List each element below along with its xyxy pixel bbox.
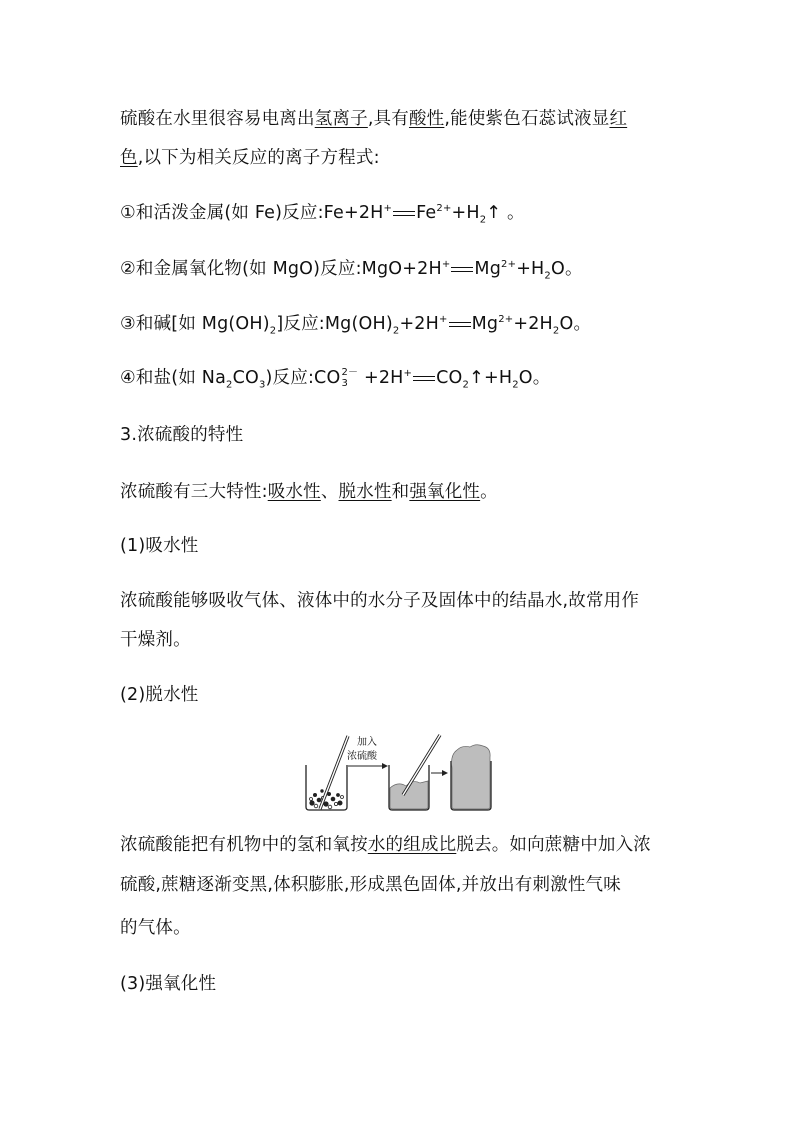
equals-sign [393,211,415,216]
equation-3: ③和碱[如 $Mg(OH)_2$]反应$:Mg(OH)_2+2H^+$ $Mg^{2+}+2H_2O$。 [120,314,592,337]
underlined-term: 氢离子 [314,109,368,129]
paragraph-line: 硫酸,蔗糖逐渐变黑,体积膨胀,形成黑色固体,并放出有刺激性气味 [120,875,621,895]
underlined-term: 色 [120,148,138,168]
text: 硫酸在水里很容易电离出 [120,109,315,129]
equals-sign [413,376,435,381]
equation-2: ②和金属氧化物(如 MgO)反应:MgO+2H+ $Mg^{2+}+H_2O$。 [120,259,583,282]
subsection-heading: (1)吸水性 [120,536,199,556]
paragraph-line: 的气体。 [120,918,191,938]
paragraph-line [120,107,627,131]
sugar-dehydration-figure [300,733,500,811]
subsection-heading: (2)脱水性 [120,685,199,705]
paragraph-line: 浓硫酸有三大特性:吸水性、脱水性和强氧化性。 [120,482,498,502]
paragraph-line: 干燥剂。 [120,630,191,650]
equation-1: ①和活泼金属(如 Fe)反应:Fe+2H+ $Fe^{2+}+H_2↑$ 。 [120,203,525,226]
text: ,以下为相关反应的离子方程式: [137,148,380,168]
figure-label: 浓硫酸 [347,751,377,762]
equals-sign [451,267,473,272]
text: ,具有 [367,109,409,129]
equals-sign [449,322,471,327]
underlined-term: 酸性 [408,109,445,129]
section-heading: 3.浓硫酸的特性 [120,425,244,445]
underlined-term: 红 [609,109,628,129]
underlined-term: 吸水性 [267,482,321,502]
underlined-term: 强氧化性 [409,482,481,502]
text: ,能使紫色石蕊试液显 [444,109,610,129]
paragraph-line: 浓硫酸能够吸收气体、液体中的水分子及固体中的结晶水,故常用作 [120,591,640,611]
experiment-diagram [300,733,500,811]
underlined-term: 水的组成比 [367,835,457,855]
paragraph-line [120,146,380,170]
figure-label: 加入 [357,737,377,748]
equation-4: ④和盐(如 $Na_2CO_3$)反应:CO 2－ 3 +2H+ $CO_2↑+H_2O$。 [120,367,551,391]
subsection-heading: (3)强氧化性 [120,974,217,994]
ion-charge: 2－ 3 [341,367,359,389]
underlined-term: 脱水性 [338,482,392,502]
paragraph-line: 浓硫酸能把有机物中的氢和氧按水的组成比脱去。如向蔗糖中加入浓 [120,835,652,855]
